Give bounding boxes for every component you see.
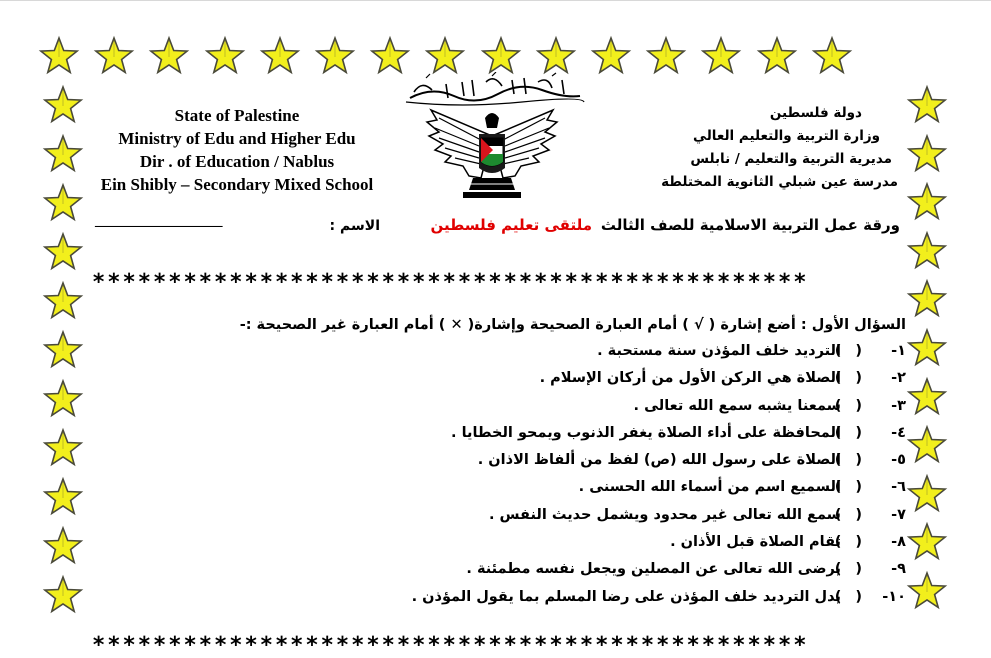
- star-icon: [906, 181, 948, 223]
- star-icon: [906, 278, 948, 320]
- question-item-text: الصلاة هي الركن الأول من أركان الإسلام .: [539, 370, 846, 387]
- question-item-text: يدل الترديد خلف المؤذن على رضا المسلم بما يقول المؤذن .: [411, 588, 846, 605]
- answer-box[interactable]: (): [834, 561, 876, 578]
- star-icon: [756, 35, 798, 77]
- asterisk-separator-bottom: ***********************************************: [92, 634, 809, 658]
- asterisk-separator: ***********************************************: [92, 271, 809, 295]
- star-icon: [42, 329, 84, 371]
- star-icon: [906, 230, 948, 272]
- question-item-text: تقام الصلاة قبل الأذان .: [670, 534, 846, 551]
- star-icon: [42, 574, 84, 616]
- star-icon: [480, 35, 522, 77]
- star-icon: [148, 35, 190, 77]
- question-item: [100, 338, 906, 365]
- header-school: Ein Shibly – Secondary Mixed School: [100, 175, 374, 194]
- name-label: الاسم :: [329, 218, 380, 234]
- question-item: [100, 393, 906, 420]
- question-item: [100, 420, 906, 447]
- star-icon: [42, 427, 84, 469]
- question-item: [100, 474, 906, 501]
- basmala-calligraphy: [402, 72, 587, 108]
- star-icon: [645, 35, 687, 77]
- star-icon: [424, 35, 466, 77]
- header-left-english: [72, 104, 402, 196]
- header-ministry: Ministry of Edu and Higher Edu: [118, 129, 356, 148]
- star-icon: [700, 35, 742, 77]
- question-item-number: ٦-: [891, 479, 906, 496]
- star-icon: [535, 35, 577, 77]
- question-item-number: ٢-: [891, 370, 906, 387]
- question-item-text: الترديد خلف المؤذن سنة مستحبة .: [597, 343, 846, 359]
- question-item: [100, 584, 906, 611]
- answer-box[interactable]: (): [834, 424, 876, 441]
- star-icon: [906, 473, 948, 515]
- question-item-number: ٩-: [891, 561, 906, 578]
- worksheet-title: ورقة عمل التربية الاسلامية للصف الثالث: [600, 216, 900, 234]
- worksheet-title-row: [90, 212, 900, 242]
- star-icon: [93, 35, 135, 77]
- star-icon: [906, 84, 948, 126]
- palestine-eagle-emblem-icon: [423, 106, 561, 200]
- question-item-number: ٤-: [891, 424, 906, 441]
- question-item: [100, 529, 906, 556]
- page-top-edge: [0, 0, 991, 1]
- question-one-instruction: السؤال الأول : أضع إشارة ( √ ) أمام العبارة الصحيحة وإشارة( ✕ ) أمام العبارة غير الصحيحة :-: [239, 317, 906, 333]
- answer-box[interactable]: (): [834, 370, 876, 387]
- star-icon: [42, 476, 84, 518]
- question-one-items: [100, 338, 906, 611]
- star-icon: [906, 376, 948, 418]
- star-icon: [811, 35, 853, 77]
- star-icon: [906, 570, 948, 612]
- question-item-number: ١-: [891, 343, 906, 359]
- header-ar-directorate: مديرية التربية والتعليم / نابلس: [690, 151, 892, 167]
- star-icon: [42, 525, 84, 567]
- header-ar-ministry: وزارة التربية والتعليم العالي: [693, 128, 880, 144]
- question-item-text: سمع الله تعالى غير محدود ويشمل حديث النفس .: [488, 506, 846, 523]
- star-icon: [590, 35, 632, 77]
- star-icon: [42, 280, 84, 322]
- answer-box[interactable]: (): [834, 479, 876, 496]
- question-item-text: المحافظة على أداء الصلاة يغفر الذنوب ويمحو الخطايا .: [451, 424, 846, 441]
- question-item-number: ٧-: [891, 506, 906, 523]
- question-item: [100, 365, 906, 392]
- question-item: [100, 447, 906, 474]
- question-item: [100, 502, 906, 529]
- star-icon: [906, 133, 948, 175]
- question-item: [100, 556, 906, 583]
- question-one: [100, 312, 906, 611]
- answer-box[interactable]: (): [834, 506, 876, 523]
- star-icon: [369, 35, 411, 77]
- question-item-number: ٥-: [891, 452, 906, 469]
- question-item-text: الصلاة على رسول الله (ص) لفظ من ألفاظ الاذان .: [477, 452, 846, 469]
- header-state: State of Palestine: [174, 106, 300, 125]
- star-icon: [906, 521, 948, 563]
- header-ar-school: مدرسة عين شبلي الثانوية المختلطة: [661, 174, 898, 190]
- name-blank-line: _________________: [95, 213, 223, 229]
- forum-name: ملتقى تعليم فلسطين: [430, 216, 592, 234]
- question-item-text: سمعنا يشبه سمع الله تعالى .: [633, 397, 846, 414]
- answer-box[interactable]: (): [834, 534, 876, 551]
- question-item-number: ١٠-: [882, 588, 906, 605]
- header-ar-state: دولة فلسطين: [769, 105, 862, 121]
- star-icon: [906, 424, 948, 466]
- star-icon: [42, 378, 84, 420]
- question-item-text: السميع اسم من أسماء الله الحسنى .: [578, 479, 846, 496]
- star-icon: [906, 327, 948, 369]
- star-icon: [42, 231, 84, 273]
- star-icon: [38, 35, 80, 77]
- header-directorate: Dir . of Education / Nablus: [139, 152, 335, 171]
- header-right-arabic: [640, 102, 898, 194]
- answer-box[interactable]: (): [834, 588, 876, 605]
- star-icon: [204, 35, 246, 77]
- answer-box[interactable]: (): [834, 452, 876, 469]
- star-icon: [259, 35, 301, 77]
- question-item-number: ٣-: [891, 397, 906, 414]
- star-icon: [314, 35, 356, 77]
- question-item-number: ٨-: [891, 534, 906, 551]
- question-item-text: يرضى الله تعالى عن المصلين ويجعل نفسه مطمئنة .: [466, 561, 846, 578]
- answer-box[interactable]: (): [834, 343, 876, 359]
- answer-box[interactable]: (): [834, 397, 876, 414]
